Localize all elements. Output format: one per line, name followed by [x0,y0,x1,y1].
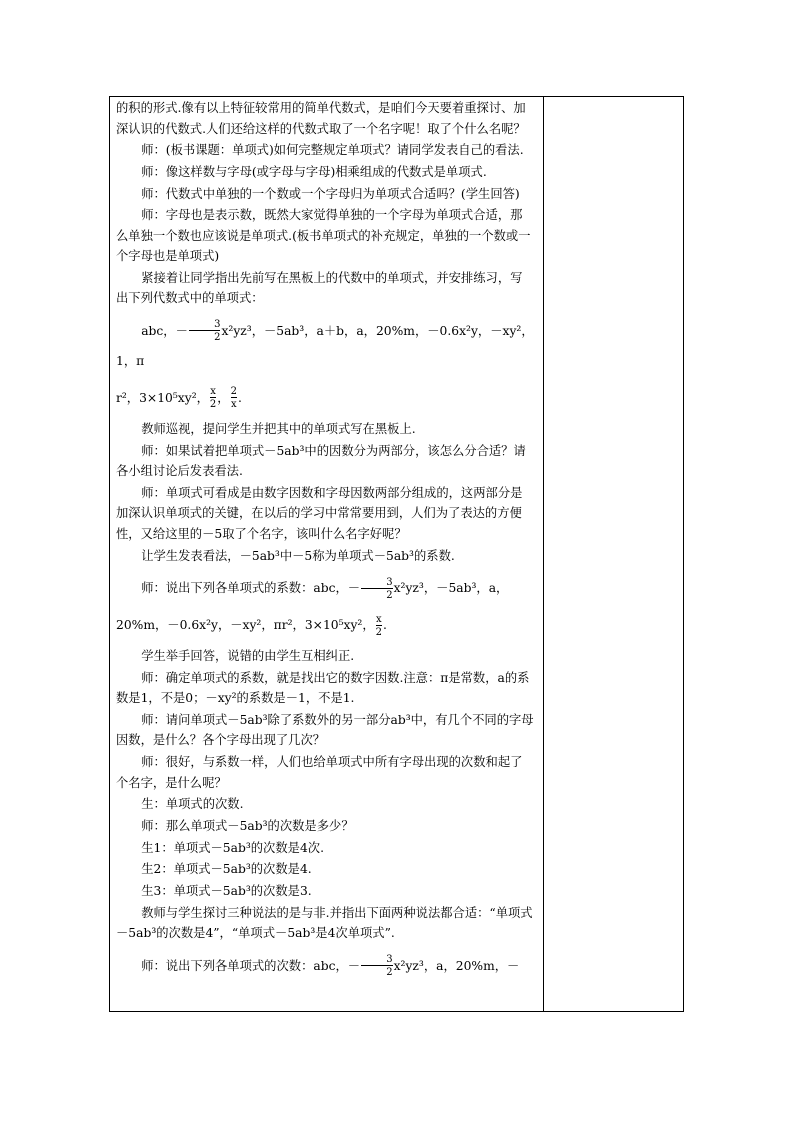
paragraph: 学生举手回答，说错的由学生互相纠正. [141,649,355,663]
expression-list-2-cont: 20%m，－0.6x²y，－xy²，πr²，3×10⁵xy²， $\frac{x}{2}$ . [116,613,387,638]
expr-text: r²，3×10⁵xy²， [116,390,209,405]
column-divider [543,97,544,1011]
paragraph: 师：字母也是表示数，既然大家觉得单独的一个字母为单项式合适，那么单独一个数也应该说是单项式.(板书单项式的补充规定，单独的一个数或一个字母也是单项式) [116,208,531,264]
expr-text: 20%m，－0.6x²y，－xy²，πr²，3×10⁵xy²， [116,618,375,632]
fraction: $\frac{3}{2}$ [361,954,393,978]
fraction: $\frac{2}{x}$ [230,386,237,411]
paragraph: 师：像这样数与字母(或字母与字母)相乘组成的代数式是单项式. [141,164,487,179]
expression-list-2 [116,573,534,603]
fraction: $\frac{x}{2}$ [375,613,383,638]
paragraph: 师：(板书课题：单项式)如何完整规定单项式？请同学发表自己的看法. [141,143,524,158]
fraction: $\frac{3}{2}$ [189,319,221,343]
paragraph: 师：单项式可看成是由数字因数和字母因数两部分组成的，这两部分是加深认识单项式的关键，在以后的学习中常常要用到，人们为了表达的方便性，又给这里的－5取了个名字，该叫什么名字好呢？ [116,485,523,541]
paragraph: 生：单项式的次数. [141,797,244,812]
lesson-content [116,98,534,987]
expr-text: x²yz³，－5ab³，a， [393,581,509,595]
paragraph: 教师巡视，提问学生并把其中的单项式写在黑板上. [141,421,416,436]
paragraph: 师：代数式中单独的一个数或一个字母归为单项式合适吗？(学生回答) [141,186,520,201]
fraction: $\frac{x}{2}$ [209,386,217,411]
paragraph: 师：确定单项式的系数，就是找出它的数字因数.注意：π是常数，a的系数是1，不是0；－xy²的系数是－1，不是1. [116,670,530,706]
paragraph: 紧接着让同学指出先前写在黑板上的代数中的单项式，并安排练习，写出下列代数式中的单项式： [116,270,523,306]
paragraph: 教师与学生探讨三种说法的是与非.并指出下面两种说法都合适：“单项式－5ab³的次数是4”，“单项式－5ab³是4次单项式”. [116,905,533,941]
paragraph: 师：那么单项式－5ab³的次数是多少？ [141,818,354,833]
paragraph: 师：请问单项式－5ab³除了系数外的另一部分ab³中，有几个不同的字母因数，是什么？各个字母出现了几次？ [116,712,534,748]
paragraph: 生1：单项式－5ab³的次数是4次. [141,840,324,855]
expr-text: 师：说出下列各单项式的系数：abc，－ [141,581,361,595]
expression-list-1 [116,316,534,376]
paragraph: 师：很好，与系数一样，人们也给单项式中所有字母出现的次数和起了个名字，是什么呢？ [116,755,523,790]
paragraph: 师：如果试着把单项式－5ab³中的因数分为两部分，该怎么分合适？请各小组讨论后发表看法. [116,443,526,479]
fraction: $\frac{3}{2}$ [361,577,393,601]
paragraph: 生3：单项式－5ab³的次数是3. [141,884,312,898]
expr-text: x²yz³，－5ab³，a＋b，a，20%m，－0.6x²y，－xy²，1，π [116,323,534,368]
expr-text: 师：说出下列各单项式的次数：abc，－ [141,958,361,973]
expression-list-1-cont: r²，3×10⁵xy²， $\frac{x}{2}$ ， $\frac{2}{x}$ . [116,386,242,411]
expression-list-3 [116,951,534,981]
paragraph: 让学生发表看法，－5ab³中－5称为单项式－5ab³的系数. [141,548,455,563]
lesson-table [109,96,684,1012]
paragraph: 生2：单项式－5ab³的次数是4. [141,862,312,877]
expr-text: x²yz³，a，20%m，－ [393,958,520,973]
paragraph: 的积的形式.像有以上特征较常用的简单代数式，是咱们今天要着重探讨、加深认识的代数式.人们还给这样的代数式取了一个名字呢！取了个什么名呢？ [116,101,526,136]
expr-text: abc，－ [141,323,188,338]
